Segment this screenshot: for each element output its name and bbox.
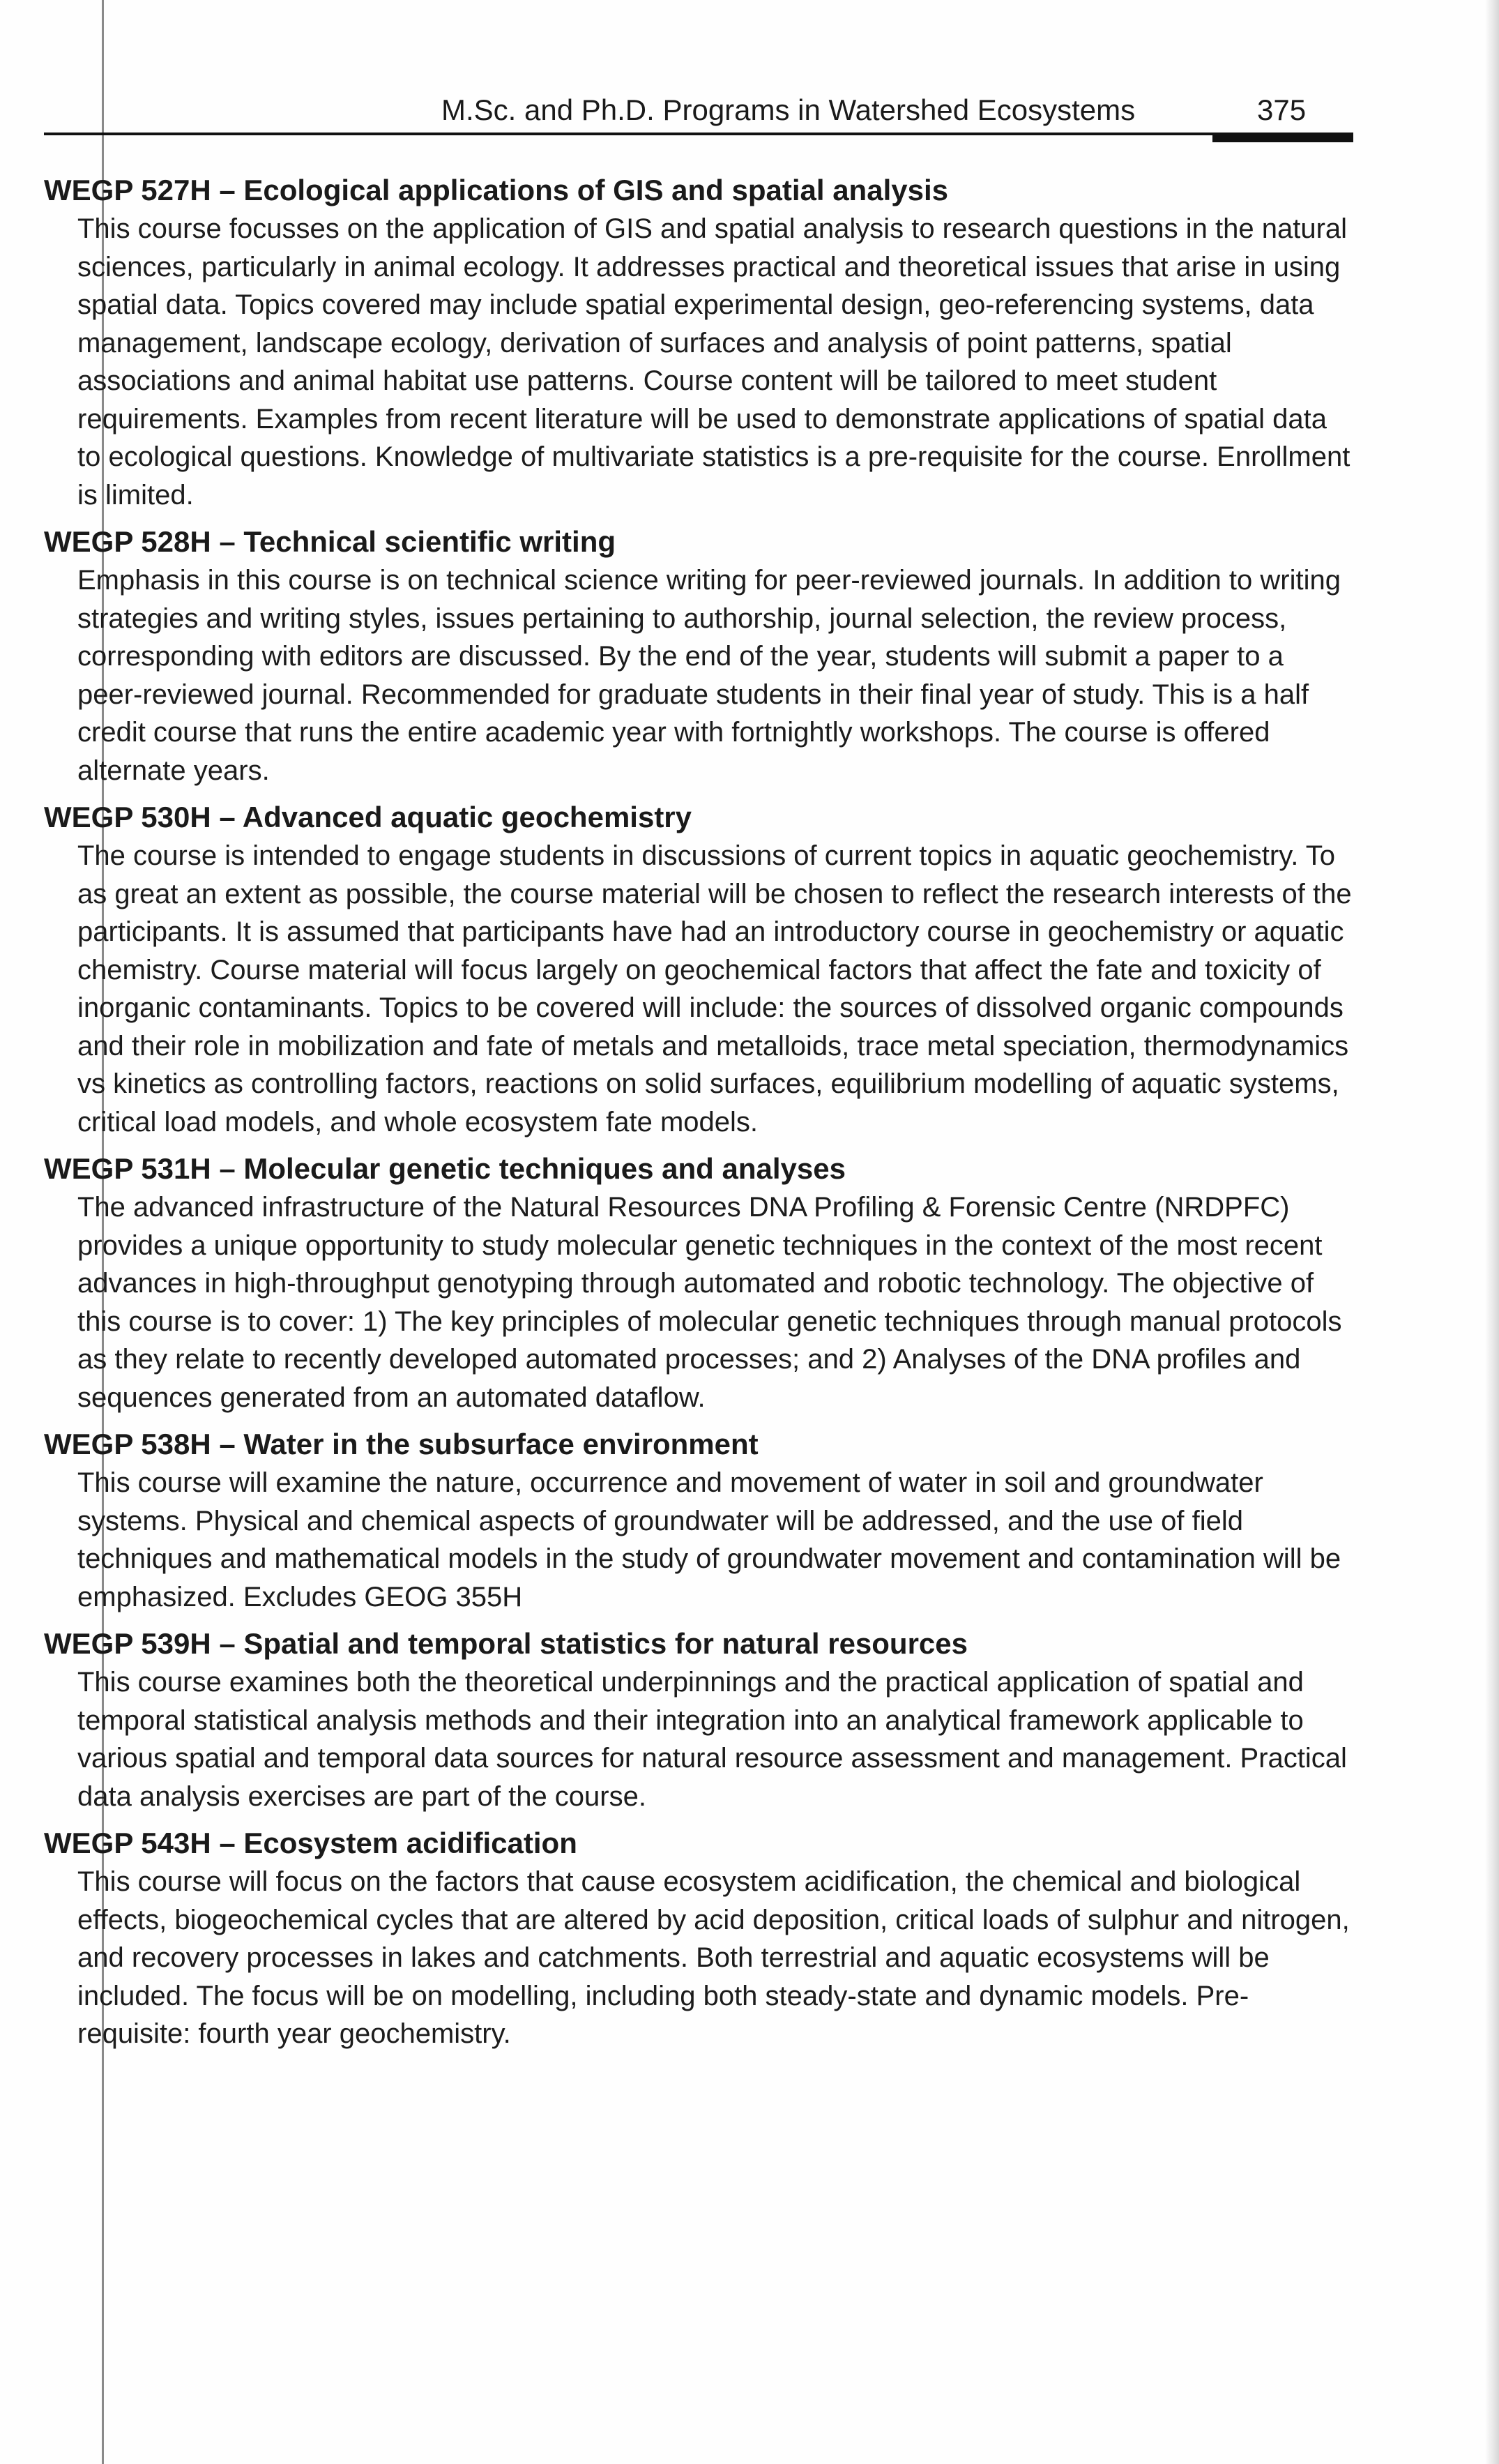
course-title: WEGP 539H – Spatial and temporal statistics for natural resources bbox=[44, 1627, 968, 1660]
course-entry bbox=[44, 1624, 1355, 1815]
course-title: WEGP 528H – Technical scientific writing bbox=[44, 525, 616, 558]
course-entry bbox=[44, 1149, 1355, 1416]
running-header bbox=[44, 89, 1353, 131]
course-entry bbox=[44, 1425, 1355, 1616]
course-title: WEGP 527H – Ecological applications of GIS and spatial analysis bbox=[44, 174, 948, 206]
course-description: This course will examine the nature, occurrence and movement of water in soil and groundwater systems. Physical and chemical aspects of groundwater will be addressed, and the use of field techniques and mathematical models in the study of groundwater movement and contamination will be emphasized. Excludes GEOG 355H bbox=[77, 1467, 1341, 1612]
course-description: Emphasis in this course is on technical science writing for peer-reviewed journals. In addition to writing strategies and writing styles, issues pertaining to authorship, journal selection, the review process, corresponding with editors are discussed. By the end of the year, students will submit a paper to a peer-reviewed journal. Recommended for graduate students in their final year of study. This is a half credit course that runs the entire academic year with fortnightly workshops. The course is offered alternate years. bbox=[77, 565, 1341, 786]
course-description: This course examines both the theoretical underpinnings and the practical application of spatial and temporal statistical analysis methods and their integration into an analytical framework applicable to various spatial and temporal data sources for natural resource assessment and management. Practical data analysis exercises are part of the course. bbox=[77, 1667, 1347, 1812]
course-description: This course focusses on the application of GIS and spatial analysis to research questions in the natural sciences, particularly in animal ecology. It addresses practical and theoretical issues that arise in using spatial data. Topics covered may include spatial experimental design, geo-referencing systems, data management, landscape ecology, derivation of surfaces and analysis of point patterns, spatial associations and animal habitat use patterns. Course content will be tailored to meet student requirements. Examples from recent literature will be used to demonstrate applications of spatial data to ecological questions. Knowledge of multivariate statistics is a pre-requisite for the course. Enrollment is limited. bbox=[77, 213, 1350, 511]
course-title: WEGP 543H – Ecosystem acidification bbox=[44, 1827, 577, 1859]
course-list bbox=[44, 171, 1355, 2062]
header-rule bbox=[44, 133, 1353, 135]
course-entry bbox=[44, 798, 1355, 1141]
course-description: This course will focus on the factors that cause ecosystem acidification, the chemical and biological effects, biogeochemical cycles that are altered by acid deposition, critical loads of sulphur and nitrogen, and recovery processes in lakes and catchments. Both terrestrial and aquatic ecosystems will be included. The focus will be on modelling, including both steady-state and dynamic models. Pre-requisite: fourth year geochemistry. bbox=[77, 1866, 1350, 2049]
header-rule-accent bbox=[1212, 133, 1353, 142]
page-number: 375 bbox=[1257, 93, 1307, 126]
course-title: WEGP 530H – Advanced aquatic geochemistry bbox=[44, 801, 692, 833]
course-entry bbox=[44, 171, 1355, 514]
course-title: WEGP 538H – Water in the subsurface environment bbox=[44, 1428, 759, 1460]
running-header-title: M.Sc. and Ph.D. Programs in Watershed Ecosystems bbox=[441, 93, 1136, 126]
course-description: The course is intended to engage students in discussions of current topics in aquatic geochemistry. To as great an extent as possible, the course material will be chosen to reflect the research interests of the participants. It is assumed that participants have had an introductory course in geochemistry or aquatic chemistry. Course material will focus largely on geochemical factors that affect the fate and toxicity of inorganic contaminants. Topics to be covered will include: the sources of dissolved organic compounds and their role in mobilization and fate of metals and metalloids, trace metal speciation, thermodynamics vs kinetics as controlling factors, reactions on solid surfaces, equilibrium modelling of aquatic systems, critical load models, and whole ecosystem fate models. bbox=[77, 840, 1352, 1137]
course-description: The advanced infrastructure of the Natural Resources DNA Profiling & Forensic Centre (NRDPFC) provides a unique opportunity to study molecular genetic techniques in the context of the most recent advances in high-throughput genotyping through automated and robotic technology. The objective of this course is to cover: 1) The key principles of molecular genetic techniques through manual protocols as they relate to recently developed automated processes; and 2) Analyses of the DNA profiles and sequences generated from an automated dataflow. bbox=[77, 1192, 1342, 1413]
course-entry bbox=[44, 1824, 1355, 2053]
course-title: WEGP 531H – Molecular genetic techniques and analyses bbox=[44, 1152, 846, 1185]
scan-edge-shadow bbox=[1485, 0, 1499, 2464]
course-entry bbox=[44, 522, 1355, 789]
